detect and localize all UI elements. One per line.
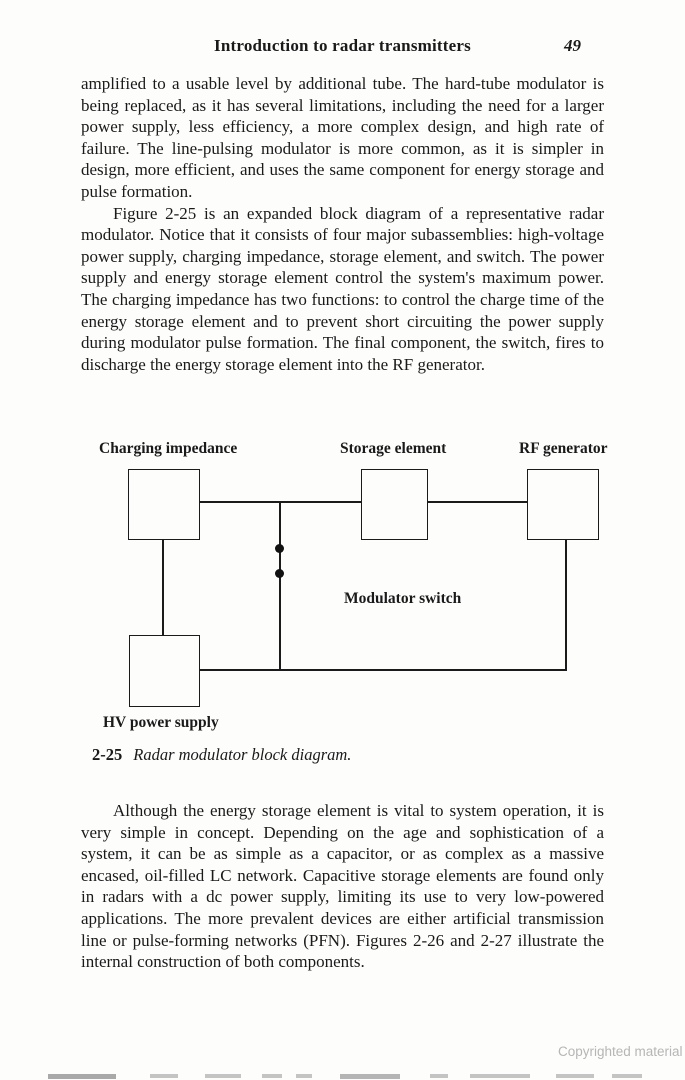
figure-caption [92,745,351,765]
paragraph-3: Although the energy storage element is vital to system operation, it is very simple in concept. Depending on the age and sophistication of a system, it can be as simple as a capacitor, or as complex as a massive encased, oil-filled LC network. Capacitive storage elements are found only in radars with a dc power supply, limiting its use to very low-powered applications. The more prevalent devices are either artificial transmission line or pulse-forming networks (PFN). Figures 2-26 and 2-27 illustrate the internal construction of both components. [81,801,604,972]
figure-caption-text: Radar modulator block diagram. [133,745,352,764]
artifact-fragment [430,1074,448,1078]
artifact-fragment [205,1074,241,1078]
artifact-fragment [150,1074,178,1078]
artifact-fragment [262,1074,282,1078]
artifact-fragment [612,1074,642,1078]
figure-caption-number: 2-25 [92,745,123,764]
artifact-fragment [48,1074,116,1079]
wire-bottom-return-bus [199,669,567,671]
page-header [0,36,685,58]
rf-generator-label: RF generator [519,440,608,457]
charging-impedance-box [128,469,200,540]
wire-rf-to-return [565,539,567,670]
storage-element-box [361,469,428,540]
page-number: 49 [564,36,581,55]
storage-element-label: Storage element [340,440,447,457]
charging-impedance-label: Charging impedance [99,440,238,457]
modulator-switch-label: Modulator switch [344,590,462,607]
running-head-title: Introduction to radar transmitters [214,36,471,55]
page-bottom-scan-artifact [0,1072,685,1080]
artifact-fragment [470,1074,530,1078]
figure-2-25-diagram [0,440,685,740]
hv-power-supply-box [129,635,200,707]
paragraph-2: Figure 2-25 is an expanded block diagram of a representative radar modulator. Notice that it consists of four major subassemblies: high-voltage power supply, charging impedance, storage element, and switch. The power supply and energy storage element control the system's maximum power. The charging impedance has two functions: to control the charge time of the energy storage element and to prevent short circuiting the power supply during modulator pulse formation. The final component, the switch, fires to discharge the energy storage element into the RF generator. [81,203,604,374]
body-text-block-1 [81,73,604,375]
switch-contact-dot-top [275,544,284,553]
artifact-fragment [340,1074,400,1079]
wire-storage-to-rf [427,501,528,503]
body-text-block-2 [81,800,604,973]
wire-charging-to-hv [162,539,164,636]
hv-power-supply-label: HV power supply [103,714,219,731]
artifact-fragment [556,1074,594,1078]
rf-generator-box [527,469,599,540]
artifact-fragment [296,1074,312,1078]
switch-contact-dot-bottom [275,569,284,578]
copyright-watermark: Copyrighted material [558,1044,683,1059]
modulator-switch-wire [279,501,281,670]
paragraph-1: amplified to a usable level by additional tube. The hard-tube modulator is being replaced, as it has several limitations, including the need for a larger power supply, less efficiency, a more complex design, and high rate of failure. The line-pulsing modulator is more common, as it is simpler in design, more efficient, and uses the same component for energy storage and pulse formation. [81,74,604,201]
